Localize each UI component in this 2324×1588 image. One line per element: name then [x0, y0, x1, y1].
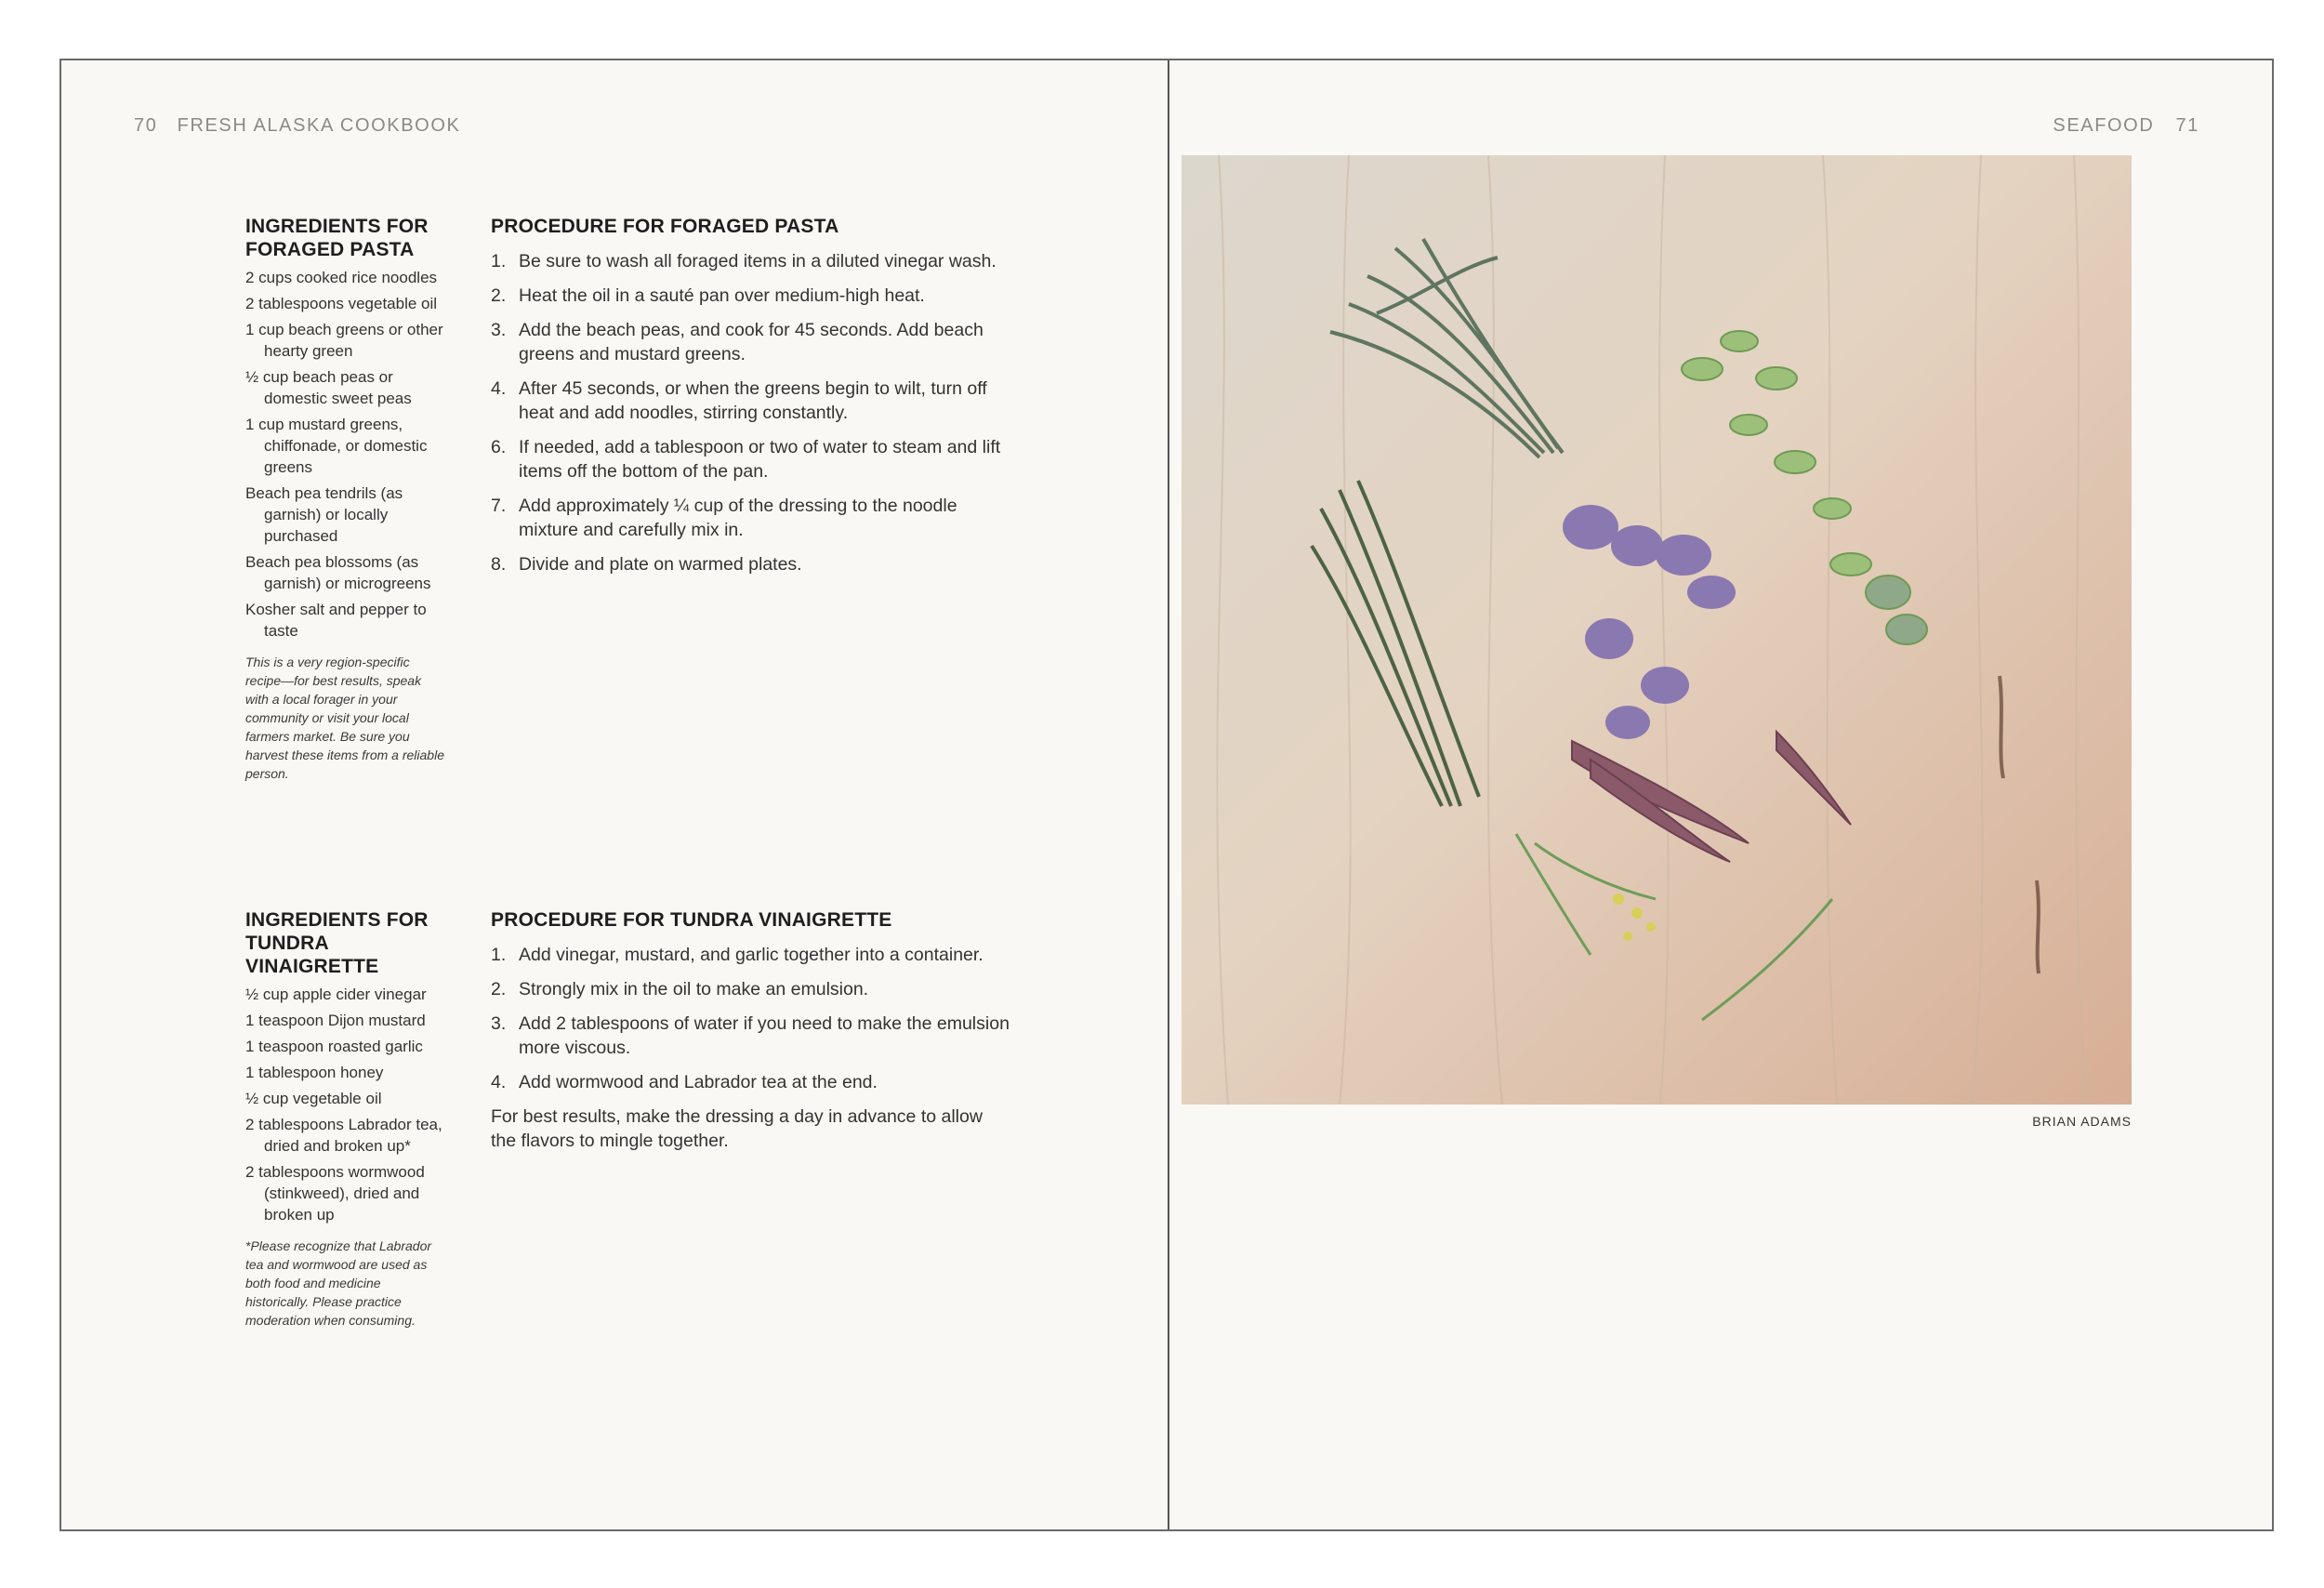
- step-number: 3.: [491, 1013, 507, 1034]
- step-number: 6.: [491, 437, 507, 457]
- procedure-step: [491, 284, 1011, 308]
- pasta-ingredients-title: INGREDIENTS FOR FORAGED PASTA: [245, 216, 429, 260]
- step-number: 2.: [491, 979, 507, 999]
- step-text: Add 2 tablespoons of water if you need to make the emulsion more viscous.: [519, 1013, 1010, 1058]
- recipe-photo: [1182, 155, 2132, 1105]
- step-number: 1.: [491, 251, 507, 271]
- step-text: If needed, add a tablespoon or two of water to steam and lift items off the bottom of the pan.: [519, 437, 1001, 482]
- step-number: 8.: [491, 554, 507, 575]
- right-running-head-title: SEAFOOD: [2053, 115, 2155, 136]
- step-text: After 45 seconds, or when the greens begin to wilt, turn off heat and add noodles, stirring constantly.: [519, 378, 987, 423]
- left-page-number: 70: [134, 115, 158, 136]
- vinaigrette-ingredient-list: [245, 984, 459, 1225]
- procedure-step: [491, 494, 1011, 542]
- vinaigrette-ingredients: [245, 908, 459, 1343]
- step-number: 1.: [491, 945, 507, 965]
- ingredient-item: 2 tablespoons vegetable oil: [245, 295, 438, 312]
- ingredient-item: 1 cup beach greens or other hearty green: [245, 321, 443, 360]
- page-gutter: [1168, 60, 1169, 1529]
- ingredient-item: ½ cup beach peas or domestic sweet peas: [245, 368, 412, 407]
- ingredient-item: ½ cup apple cider vinegar: [245, 986, 427, 1003]
- pasta-ingredient-list: [245, 267, 459, 642]
- vinaigrette-procedure-title: PROCEDURE FOR TUNDRA VINAIGRETTE: [491, 909, 892, 931]
- procedure-step: [491, 318, 1011, 366]
- ingredient-item: ½ cup vegetable oil: [245, 1090, 382, 1107]
- procedure-step: [491, 1070, 1011, 1094]
- ingredient-item: 2 tablespoons wormwood (stinkweed), dried and broken up: [245, 1163, 425, 1224]
- step-text: Add vinegar, mustard, and garlic together into a container.: [519, 945, 984, 965]
- step-text: Add wormwood and Labrador tea at the end.: [519, 1072, 878, 1092]
- step-number: 2.: [491, 285, 507, 306]
- right-running-head: [2053, 115, 2199, 137]
- pasta-procedure: [491, 215, 1011, 587]
- vinaigrette-step-list: [491, 943, 1011, 1094]
- procedure-step: [491, 377, 1011, 425]
- step-number: 4.: [491, 1072, 507, 1092]
- step-number: 3.: [491, 320, 507, 340]
- step-number: 4.: [491, 378, 507, 399]
- procedure-step: [491, 1012, 1011, 1060]
- step-text: Be sure to wash all foraged items in a diluted vinegar wash.: [519, 251, 997, 271]
- procedure-step: [491, 552, 1011, 576]
- step-text: Strongly mix in the oil to make an emulsion.: [519, 979, 869, 999]
- ingredient-item: 1 cup mustard greens, chiffonade, or domestic greens: [245, 416, 428, 476]
- foraged-ingredients-photo: [1182, 155, 2132, 1105]
- vinaigrette-procedure: [491, 908, 1011, 1153]
- vinaigrette-ingredients-title: INGREDIENTS FOR TUNDRA VINAIGRETTE: [245, 909, 429, 977]
- pasta-step-list: [491, 249, 1011, 576]
- step-text: Add approximately ¼ cup of the dressing to the noodle mixture and carefully mix in.: [519, 496, 957, 540]
- vinaigrette-closing-note: For best results, make the dressing a day in advance to allow the flavors to mingle together.: [491, 1106, 983, 1151]
- procedure-step: [491, 249, 1011, 273]
- left-running-head: [134, 115, 460, 137]
- step-text: Heat the oil in a sauté pan over medium-high heat.: [519, 285, 925, 306]
- ingredient-item: 2 tablespoons Labrador tea, dried and broken up*: [245, 1116, 442, 1155]
- procedure-step: [491, 977, 1011, 1001]
- ingredient-item: 2 cups cooked rice noodles: [245, 269, 438, 286]
- photo-credit: BRIAN ADAMS: [2032, 1114, 2132, 1129]
- pasta-ingredients: [245, 215, 459, 796]
- left-running-head-title: FRESH ALASKA COOKBOOK: [177, 115, 461, 136]
- ingredient-item: 1 tablespoon honey: [245, 1064, 384, 1081]
- step-number: 7.: [491, 496, 507, 516]
- pasta-note: This is a very region-specific recipe—for best results, speak with a local forager in your community or visit your local farmers market. Be sure you harvest these items from a reliable person.: [245, 655, 444, 781]
- ingredient-item: Kosher salt and pepper to taste: [245, 601, 427, 640]
- procedure-step: [491, 943, 1011, 967]
- ingredient-item: 1 teaspoon Dijon mustard: [245, 1012, 426, 1029]
- right-page-number: 71: [2175, 115, 2199, 136]
- procedure-step: [491, 435, 1011, 483]
- step-text: Add the beach peas, and cook for 45 seconds. Add beach greens and mustard greens.: [519, 320, 984, 364]
- ingredient-item: Beach pea blossoms (as garnish) or microgreens: [245, 553, 431, 592]
- vinaigrette-note: *Please recognize that Labrador tea and wormwood are used as both food and medicine historically. Please practice moderation when consuming.: [245, 1238, 432, 1328]
- ingredient-item: Beach pea tendrils (as garnish) or locally purchased: [245, 484, 403, 545]
- pasta-procedure-title: PROCEDURE FOR FORAGED PASTA: [491, 216, 839, 237]
- step-text: Divide and plate on warmed plates.: [519, 554, 802, 575]
- ingredient-item: 1 teaspoon roasted garlic: [245, 1038, 423, 1055]
